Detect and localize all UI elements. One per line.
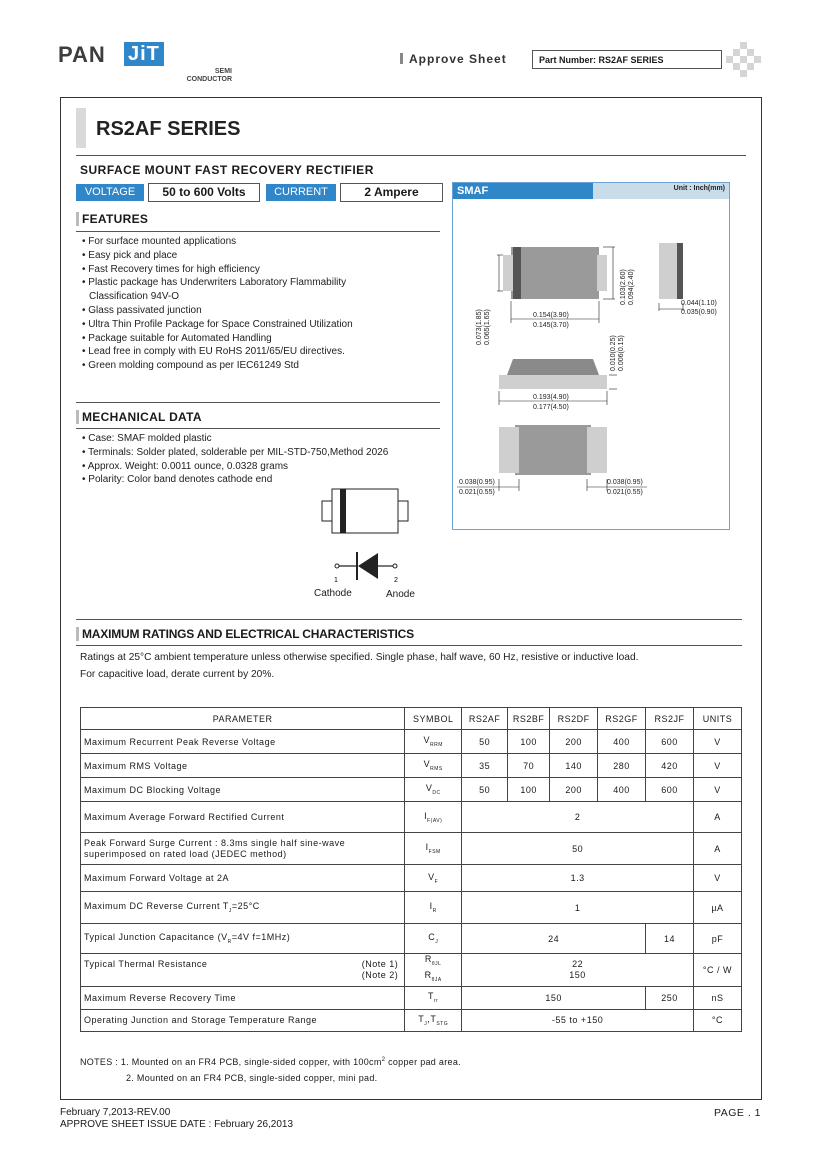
package-polarity-icon (320, 485, 410, 535)
table-header: SYMBOL (405, 708, 462, 730)
list-item: • Polarity: Color band denotes cathode end (82, 473, 388, 487)
list-item: • Plastic package has Underwriters Laboratory Flammability (82, 276, 353, 290)
table-row: Peak Forward Surge Current : 8.3ms single half sine-wave superimposed on rated load (JEDEC method) $I_{FSM}$ 50 A (81, 833, 742, 865)
ratings-table (80, 707, 742, 1032)
mechanical-tick (76, 410, 79, 424)
logo-pan-text: PAN (58, 42, 106, 67)
notes (80, 1052, 461, 1086)
title-accent (76, 108, 86, 148)
current-value: 2 Ampere (340, 183, 443, 202)
ratings-divider (76, 645, 742, 646)
note-2: 2. Mounted on an FR4 PCB, single-sided copper, mini pad. (126, 1073, 378, 1083)
issue-date: APPROVE SHEET ISSUE DATE : February 26,2013 (60, 1119, 294, 1130)
table-row: Maximum Recurrent Peak Reverse Voltage $V_{RRM}$ 50 100 200 400 600 V (81, 730, 742, 754)
svg-text:0.193(4.90): 0.193(4.90) (533, 394, 569, 401)
table-header: RS2JF (646, 708, 694, 730)
svg-text:0.021(0.55): 0.021(0.55) (459, 489, 495, 496)
table-row: Maximum DC Reverse Current $T_J=25^\circ C$ $I_R$ 1 µA (81, 892, 742, 924)
pin2-label: 2 (394, 577, 398, 582)
list-item: • Easy pick and place (82, 249, 353, 263)
pin1-label: 1 (334, 577, 338, 582)
package-outline-panel (452, 182, 730, 530)
package-unit: Unit : Inch(mm) (673, 185, 725, 192)
note-1: NOTES : 1. Mounted on an FR4 PCB, single-sided copper, with $100cm^2$ copper pad area. (80, 1057, 461, 1067)
package-name: SMAF (453, 183, 593, 199)
logo-semiconductor-text: SEMI CONDUCTOR (186, 68, 232, 83)
ratings-intro-line1: Ratings at 25°C ambient temperature unless otherwise specified. Single phase, half wave, 60 Hz, resistive or inductive load. (80, 652, 639, 663)
table-header-row (81, 708, 742, 730)
list-item: Classification 94V-O (89, 291, 180, 303)
svg-text:0.038(0.95): 0.038(0.95) (607, 479, 643, 486)
table-row: Maximum Forward Voltage at 2A $V_F$ 1.3 V (81, 865, 742, 892)
list-item: • Ultra Thin Profile Package for Space Constrained Utilization (82, 318, 353, 332)
list-item: • Glass passivated junction (82, 304, 353, 318)
table-row: Maximum Reverse Recovery Time $T_{rr}$ 150 250 nS (81, 986, 742, 1009)
checker-decoration-icon (726, 42, 762, 78)
svg-text:0.177(4.50): 0.177(4.50) (533, 404, 569, 411)
part-number-box: Part Number: RS2AF SERIES (532, 50, 722, 69)
diode-symbol-icon (310, 548, 400, 582)
svg-text:0.065(1.65): 0.065(1.65) (484, 309, 491, 345)
approve-sheet-label: Approve Sheet (400, 52, 507, 66)
cathode-label: Cathode (314, 588, 352, 599)
table-header: RS2GF (598, 708, 646, 730)
table-row: Operating Junction and Storage Temperature Range $T_J,T_{STG}$ -55 to +150 °C (81, 1009, 742, 1031)
table-header: RS2BF (508, 708, 550, 730)
table-header: PARAMETER (81, 708, 405, 730)
list-item: • Green molding compound as per IEC61249 Std (82, 359, 353, 373)
mechanical-title: MECHANICAL DATA (82, 410, 202, 424)
svg-text:0.103(2.60): 0.103(2.60) (620, 269, 627, 305)
svg-text:0.021(0.55): 0.021(0.55) (607, 489, 643, 496)
ratings-top-divider (76, 619, 742, 620)
list-item: • Terminals: Solder plated, solderable per MIL-STD-750,Method 2026 (82, 446, 388, 460)
table-row: Maximum Average Forward Rectified Current $I_{F(AV)}$ 2 A (81, 802, 742, 833)
mechanical-top-divider (76, 402, 440, 403)
device-subtitle: SURFACE MOUNT FAST RECOVERY RECTIFIER (80, 163, 374, 177)
table-header: RS2AF (462, 708, 508, 730)
svg-text:0.035(0.90): 0.035(0.90) (681, 309, 717, 316)
features-list (82, 235, 353, 373)
current-label: CURRENT (266, 184, 336, 201)
mechanical-list (82, 432, 388, 487)
ratings-tick (76, 627, 79, 641)
list-item: • Case: SMAF molded plastic (82, 432, 388, 446)
ratings-intro-line2: For capacitive load, derate current by 20%. (80, 669, 275, 680)
voltage-value: 50 to 600 Volts (148, 183, 260, 202)
list-item: • Package suitable for Automated Handling (82, 332, 353, 346)
table-row: Typical Thermal Resistance (Note 1) (Note 2) $R_{\theta JL}$ $R_{\theta JA}$ 22 150 °C / W (81, 954, 742, 987)
title-divider (76, 155, 746, 156)
svg-text:0.154(3.90): 0.154(3.90) (533, 312, 569, 319)
list-item: • Lead free in comply with EU RoHS 2011/65/EU directives. (82, 345, 353, 359)
svg-text:0.145(3.70): 0.145(3.70) (533, 322, 569, 329)
table-header: RS2DF (550, 708, 598, 730)
svg-text:0.006(0.15): 0.006(0.15) (618, 335, 625, 371)
anode-label: Anode (386, 589, 415, 600)
page-title: RS2AF SERIES (96, 118, 241, 140)
features-tick (76, 212, 79, 226)
table-row: Maximum DC Blocking Voltage $V_{DC}$ 50 100 200 400 600 V (81, 778, 742, 802)
svg-text:0.044(1.10): 0.044(1.10) (681, 300, 717, 307)
list-item: • Approx. Weight: 0.0011 ounce, 0.0328 grams (82, 460, 388, 474)
voltage-label: VOLTAGE (76, 184, 144, 201)
mechanical-divider (76, 428, 440, 429)
list-item: • For surface mounted applications (82, 235, 353, 249)
package-dimension-drawing (453, 199, 729, 529)
table-row: Typical Junction Capacitance ($V_R=4V$ f=1MHz) $C_J$ 24 14 pF (81, 924, 742, 954)
svg-text:0.010(0.25): 0.010(0.25) (610, 335, 617, 371)
features-divider (76, 231, 440, 232)
panjit-logo (58, 40, 232, 86)
package-header (453, 183, 729, 199)
table-row: Maximum RMS Voltage $V_{RMS}$ 35 70 140 280 420 V (81, 754, 742, 778)
ratings-title: MAXIMUM RATINGS AND ELECTRICAL CHARACTERISTICS (82, 627, 414, 641)
revision-date: February 7,2013-REV.00 (60, 1107, 171, 1118)
list-item: • Fast Recovery times for high efficiency (82, 263, 353, 277)
footer-dates (60, 1107, 293, 1131)
svg-text:0.038(0.95): 0.038(0.95) (459, 479, 495, 486)
page-number: PAGE . 1 (714, 1107, 761, 1119)
svg-text:0.073(1.85): 0.073(1.85) (476, 309, 483, 345)
logo-jit-text: JiT (124, 42, 164, 66)
table-header: UNITS (693, 708, 741, 730)
features-title: FEATURES (82, 212, 149, 226)
svg-text:0.094(2.40): 0.094(2.40) (628, 269, 635, 305)
